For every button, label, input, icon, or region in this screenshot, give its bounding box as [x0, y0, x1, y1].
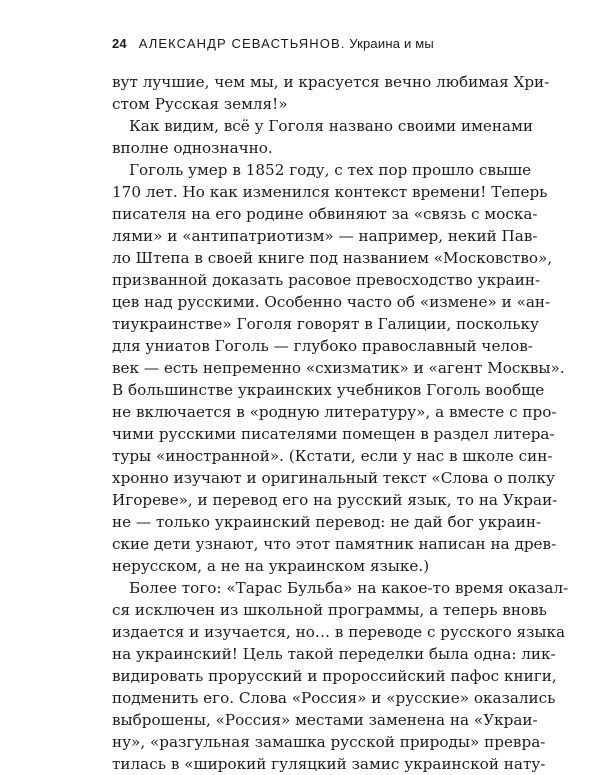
- text-line: Более того: «Тарас Бульба» на какое-то время оказал-: [129, 579, 569, 597]
- text-line: нерусском, а не на украинском языке.): [112, 557, 430, 575]
- text-line: не — только украинский перевод: не дай бог украин-: [112, 513, 542, 531]
- text-line: видировать прорусский и пророссийский пафос книги,: [112, 667, 557, 685]
- text-line: тилась в «широкий гуляцкий замис украинской нату-: [112, 755, 546, 773]
- page-number: 24: [112, 36, 127, 51]
- author-name: АЛЕКСАНДР СЕВАСТЬЯНОВ.: [138, 36, 346, 51]
- text-line: призванной доказать расовое превосходство украин-: [112, 271, 541, 289]
- text-line: туры «иностранной». (Кстати, если у нас в школе син-: [112, 447, 553, 465]
- book-title: Украина и мы: [349, 36, 434, 51]
- text-line: писателя на его родине обвиняют за «связь с моска-: [112, 205, 538, 223]
- text-line: Игореве», и перевод его на русский язык, то на Украи-: [112, 491, 558, 509]
- text-line: вполне однозначно.: [112, 139, 273, 157]
- body-text: [112, 71, 569, 775]
- text-line: цев над русскими. Особенно часто об «измене» и «ан-: [112, 293, 551, 311]
- text-line: век — есть непременно «схизматик» и «агент Москвы».: [112, 359, 565, 377]
- text-line: тиукраинстве» Гоголя говорят в Галиции, поскольку: [112, 315, 539, 333]
- text-line: лями» и «антипатриотизм» — например, некий Пав-: [112, 227, 538, 245]
- text-line: 170 лет. Но как изменился контекст времени! Теперь: [112, 183, 548, 201]
- text-line: вут лучшие, чем мы, и красуется вечно любимая Хри-: [112, 73, 550, 91]
- text-line: ские дети узнают, что этот памятник написан на древ-: [112, 535, 557, 553]
- text-line: подменить его. Слова «Россия» и «русские» оказались: [112, 689, 556, 707]
- text-line: ся исключен из школьной программы, а теперь вновь: [112, 601, 547, 619]
- text-line: чими русскими писателями помещен в раздел литера-: [112, 425, 555, 443]
- text-line: стом Русская земля!»: [112, 95, 288, 113]
- text-line: В большинстве украинских учебников Гоголь вообще: [112, 381, 545, 399]
- text-line: на украинский! Цель такой переделки была одна: лик-: [112, 645, 556, 663]
- text-line: Как видим, всё у Гоголя названо своими именами: [129, 117, 534, 135]
- running-head: [112, 36, 434, 51]
- text-line: ну», «разгульная замашка русской природы» превра-: [112, 733, 546, 751]
- text-line: для униатов Гоголь — глубоко православный челов-: [112, 337, 533, 355]
- text-line: хронно изучают и оригинальный текст «Слова о полку: [112, 469, 555, 487]
- text-line: не включается в «родную литературу», а вместе с про-: [112, 403, 557, 421]
- text-line: ло Штепа в своей книге под названием «Московство»,: [112, 249, 553, 267]
- text-line: издается и изучается, но… в переводе с русского языка: [112, 623, 566, 641]
- text-line: Гоголь умер в 1852 году, с тех пор прошло свыше: [129, 161, 532, 179]
- text-line: выброшены, «Россия» местами заменена на «Украи-: [112, 711, 538, 729]
